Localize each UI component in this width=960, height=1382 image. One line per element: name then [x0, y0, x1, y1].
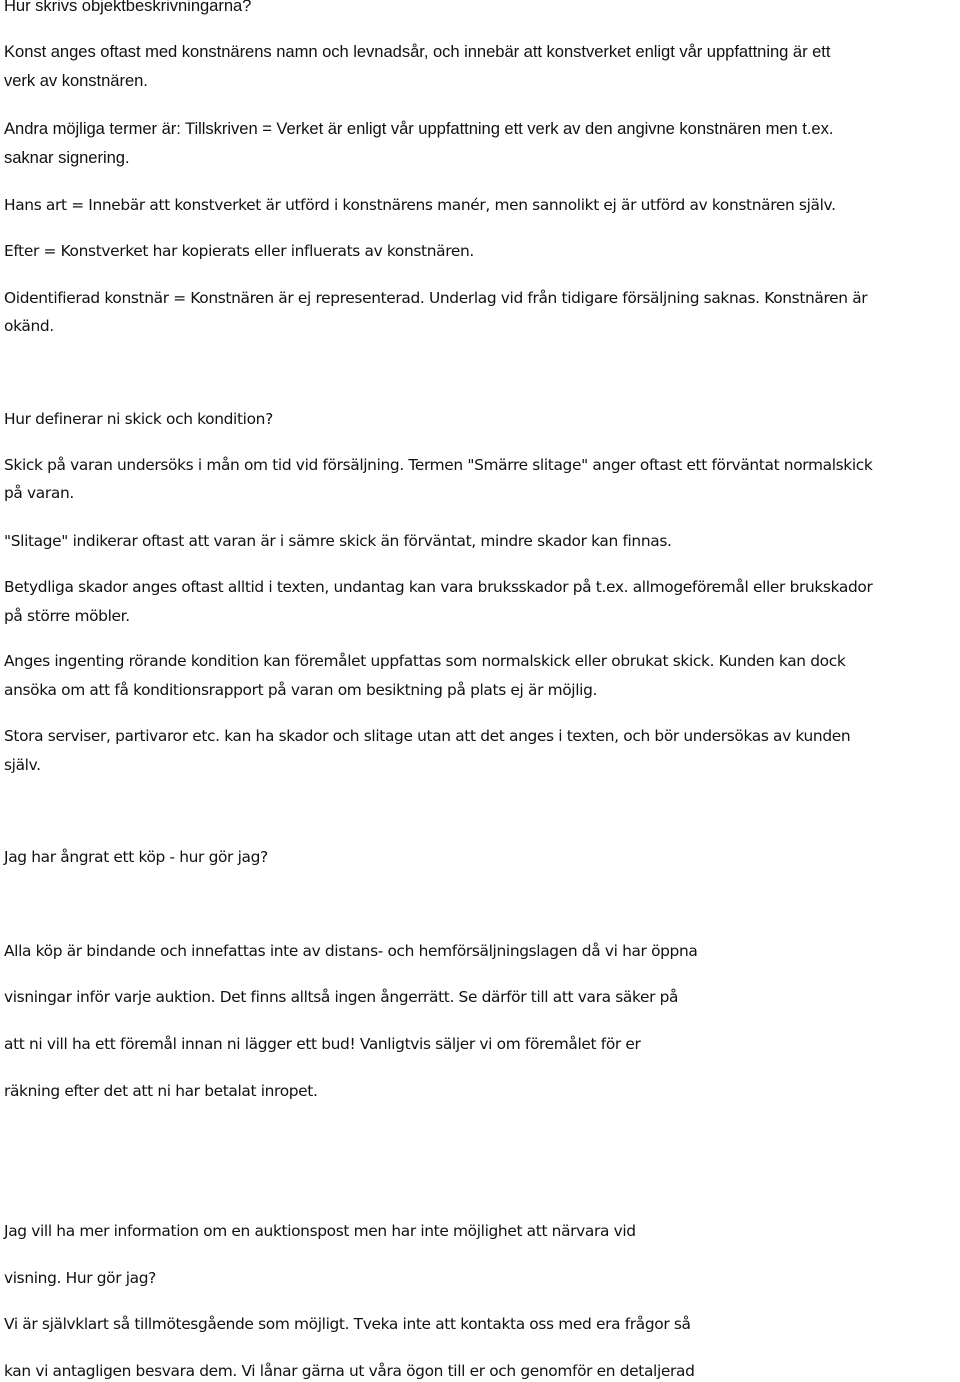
paragraph-more-info-line-2: kan vi antagligen besvara dem. Vi lånar gärna ut våra ögon till er och genomför en detaljerad [4, 1362, 695, 1380]
paragraph-unidentified-line-2: okänd. [4, 317, 54, 335]
paragraph-unidentified-line-1: Oidentifierad konstnär = Konstnären är ej representerad. Underlag vid från tidigare försäljning saknas. Konstnären är [4, 289, 868, 307]
paragraph-slitage: "Slitage" indikerar oftast att varan är i sämre skick än förväntat, mindre skador kan finnas. [4, 532, 672, 550]
paragraph-condition-line-2: på varan. [4, 484, 74, 502]
paragraph-terms-line-2: saknar signering. [4, 148, 130, 167]
paragraph-terms-line-1: Andra möjliga termer är: Tillskriven = Verket är enligt vår uppfattning ett verk av den angivne konstnären men t.ex. [4, 119, 834, 138]
heading-condition: Hur definerar ni skick och kondition? [4, 410, 273, 428]
paragraph-damages-line-2: på större möbler. [4, 607, 130, 625]
heading-object-descriptions: Hur skrivs objektbeskrivningarna? [4, 0, 252, 15]
paragraph-regret-line-2: visningar inför varje auktion. Det finns alltså ingen ångerrätt. Se därför till att vara säker på [4, 988, 679, 1006]
paragraph-more-info-line-1: Vi är självklart så tillmötesgående som möjligt. Tveka inte att kontakta oss med era frågor så [4, 1315, 691, 1333]
heading-regret: Jag har ångrat ett köp - hur gör jag? [4, 848, 268, 866]
paragraph-services-line-2: själv. [4, 756, 41, 774]
paragraph-regret-line-1: Alla köp är bindande och innefattas inte av distans- och hemförsäljningslagen då vi har öppna [4, 942, 698, 960]
paragraph-regret-line-4: räkning efter det att ni har betalat inropet. [4, 1082, 318, 1100]
paragraph-no-condition-line-2: ansöka om att få konditionsrapport på varan om besiktning på plats ej är möjlig. [4, 681, 598, 699]
paragraph-services-line-1: Stora serviser, partivaror etc. kan ha skador och slitage utan att det anges i texten, och bör undersökas av kunden [4, 727, 851, 745]
paragraph-condition-line-1: Skick på varan undersöks i mån om tid vid försäljning. Termen "Smärre slitage" anger oftast ett förväntat normalskick [4, 456, 873, 474]
paragraph-hans-art: Hans art = Innebär att konstverket är utförd i konstnärens manér, men sannolikt ej är utförd av konstnären själv. [4, 196, 836, 214]
paragraph-art-line-2: verk av konstnären. [4, 71, 148, 90]
heading-more-info-line-1: Jag vill ha mer information om en auktionspost men har inte möjlighet att närvara vid [4, 1222, 636, 1240]
heading-more-info-line-2: visning. Hur gör jag? [4, 1269, 156, 1287]
paragraph-art-line-1: Konst anges oftast med konstnärens namn och levnadsår, och innebär att konstverket enligt vår uppfattning är ett [4, 42, 831, 61]
paragraph-regret-line-3: att ni vill ha ett föremål innan ni lägger ett bud! Vanligtvis säljer vi om föremålet för er [4, 1035, 641, 1053]
paragraph-no-condition-line-1: Anges ingenting rörande kondition kan föremålet uppfattas som normalskick eller obrukat skick. Kunden kan dock [4, 652, 846, 670]
paragraph-damages-line-1: Betydliga skador anges oftast alltid i texten, undantag kan vara bruksskador på t.ex. allmogeföremål eller brukskador [4, 578, 873, 596]
paragraph-efter: Efter = Konstverket har kopierats eller influerats av konstnären. [4, 242, 474, 260]
